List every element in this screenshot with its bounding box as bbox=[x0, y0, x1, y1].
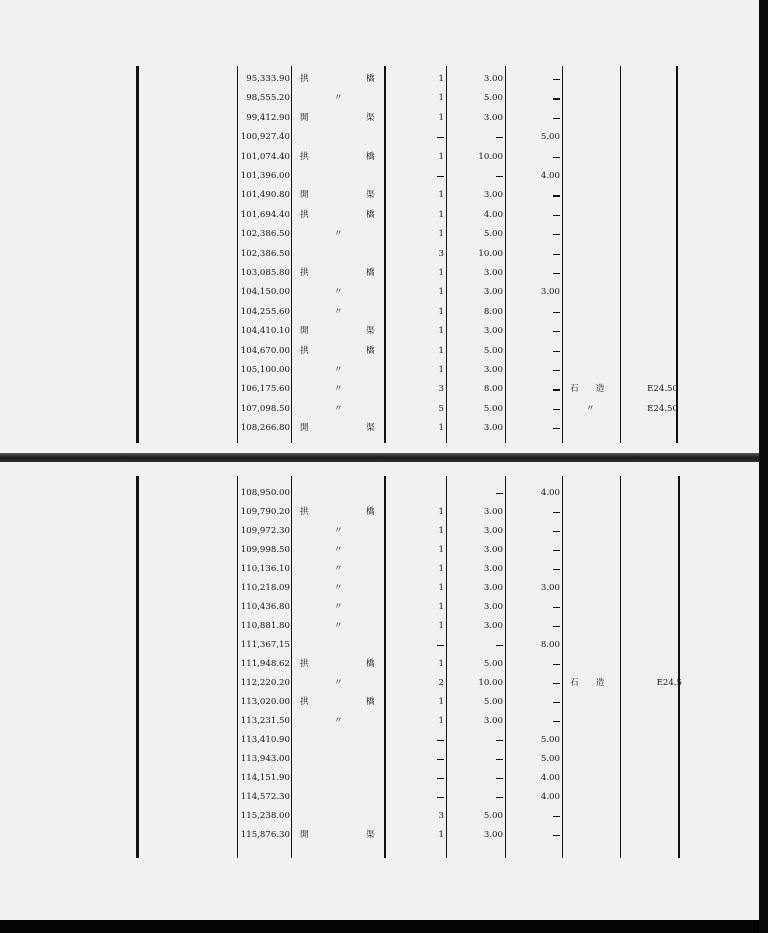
structure-kind-cell: 渠 bbox=[366, 830, 375, 840]
span-cell-dash bbox=[496, 740, 503, 741]
distance-cell: 114,572.30 bbox=[240, 792, 290, 802]
structure-type-cell: 開 bbox=[300, 326, 309, 337]
material-cell: 〃 bbox=[586, 403, 595, 414]
structure-kind-cell: 〃 bbox=[334, 602, 343, 612]
span-cell: 5.00 bbox=[483, 403, 503, 414]
count-cell: 1 bbox=[438, 716, 444, 726]
structure-type-cell: 拱 bbox=[300, 507, 309, 517]
opening-cell-dash bbox=[553, 370, 560, 371]
distance-cell: 101,490.80 bbox=[240, 190, 290, 201]
elevation-cell: E24.50 bbox=[647, 384, 678, 395]
span-cell-dash bbox=[496, 759, 503, 760]
structure-type-cell: 拱 bbox=[300, 659, 309, 669]
structure-type-cell: 開 bbox=[300, 112, 309, 123]
count-cell-dash bbox=[437, 740, 444, 741]
opening-cell: 5.00 bbox=[540, 735, 560, 745]
opening-cell: 3.00 bbox=[540, 583, 560, 593]
count-cell-dash bbox=[437, 797, 444, 798]
span-cell-dash bbox=[496, 645, 503, 646]
structure-kind-cell: 〃 bbox=[334, 716, 343, 726]
count-cell: 1 bbox=[438, 507, 444, 517]
distance-cell: 115,238.00 bbox=[240, 811, 290, 821]
distance-cell: 115,876.30 bbox=[240, 830, 290, 840]
count-cell: 1 bbox=[438, 229, 444, 240]
opening-cell-dash bbox=[553, 118, 560, 119]
distance-cell: 114,151.90 bbox=[240, 773, 290, 783]
count-cell-dash bbox=[437, 759, 444, 760]
structure-kind-cell: 〃 bbox=[334, 526, 343, 536]
structure-type-cell: 開 bbox=[300, 830, 309, 840]
span-cell: 5.00 bbox=[483, 229, 503, 240]
span-cell: 5.00 bbox=[483, 93, 503, 104]
opening-cell-dash bbox=[553, 215, 560, 216]
span-cell: 8.00 bbox=[483, 384, 503, 395]
count-cell: 1 bbox=[438, 583, 444, 593]
distance-cell: 111,367,15 bbox=[240, 640, 290, 650]
structure-kind-cell: 〃 bbox=[334, 229, 343, 240]
span-cell: 5.00 bbox=[483, 659, 503, 669]
structure-kind-cell: 橋 bbox=[366, 151, 375, 162]
material-cell: 石 造 bbox=[570, 384, 605, 395]
count-cell: 1 bbox=[438, 190, 444, 201]
structure-type-cell: 拱 bbox=[300, 209, 309, 220]
table-rule bbox=[678, 476, 680, 858]
table-rule bbox=[446, 66, 447, 443]
count-cell: 1 bbox=[438, 74, 444, 84]
structure-kind-cell: 〃 bbox=[334, 564, 343, 574]
table-rule bbox=[562, 476, 563, 858]
span-cell: 10.00 bbox=[478, 678, 503, 688]
opening-cell-dash bbox=[553, 428, 560, 429]
table-rule bbox=[384, 66, 386, 443]
distance-cell: 113,410.90 bbox=[240, 735, 290, 745]
count-cell: 1 bbox=[438, 365, 444, 375]
opening-cell-dash bbox=[553, 702, 560, 703]
span-cell: 3.00 bbox=[483, 190, 503, 201]
opening-cell-dash bbox=[553, 683, 560, 684]
bottom-ledger-page bbox=[0, 462, 768, 920]
opening-cell-dash bbox=[553, 409, 560, 410]
table-rule bbox=[505, 476, 506, 858]
distance-cell: 98,555.20 bbox=[246, 93, 290, 104]
structure-kind-cell: 〃 bbox=[334, 365, 343, 375]
opening-cell-dash bbox=[553, 721, 560, 722]
distance-cell: 101,396.00 bbox=[240, 171, 290, 181]
structure-kind-cell: 橋 bbox=[366, 345, 375, 356]
elevation-cell: E24.50 bbox=[647, 403, 678, 414]
count-cell: 2 bbox=[438, 678, 444, 688]
span-cell: 3.00 bbox=[483, 621, 503, 631]
span-cell: 5.00 bbox=[483, 811, 503, 821]
distance-cell: 104,410.10 bbox=[240, 326, 290, 337]
structure-type-cell: 拱 bbox=[300, 268, 309, 278]
opening-cell-dash bbox=[553, 626, 560, 627]
span-cell: 3.00 bbox=[483, 564, 503, 574]
scan-border bbox=[759, 0, 768, 933]
span-cell: 3.00 bbox=[483, 545, 503, 555]
distance-cell: 107,098.50 bbox=[240, 403, 290, 414]
span-cell: 5.00 bbox=[483, 345, 503, 356]
distance-cell: 113,231.50 bbox=[240, 716, 290, 726]
table-rule bbox=[291, 476, 292, 858]
opening-cell-dash bbox=[553, 79, 560, 80]
structure-type-cell: 開 bbox=[300, 423, 309, 434]
span-cell-dash bbox=[496, 493, 503, 494]
count-cell: 1 bbox=[438, 659, 444, 669]
span-cell: 10.00 bbox=[478, 151, 503, 162]
opening-cell: 3.00 bbox=[540, 287, 560, 298]
count-cell: 1 bbox=[438, 306, 444, 317]
span-cell-dash bbox=[496, 176, 503, 177]
opening-cell-dash bbox=[553, 157, 560, 158]
span-cell: 3.00 bbox=[483, 526, 503, 536]
distance-cell: 108,950.00 bbox=[240, 488, 290, 498]
distance-cell: 109,998.50 bbox=[240, 545, 290, 555]
structure-kind-cell: 〃 bbox=[334, 545, 343, 555]
opening-cell-dash bbox=[553, 835, 560, 836]
distance-cell: 103,085.80 bbox=[240, 268, 290, 278]
table-rule bbox=[620, 476, 621, 858]
distance-cell: 99,412.90 bbox=[246, 112, 290, 123]
structure-kind-cell: 橋 bbox=[366, 209, 375, 220]
structure-kind-cell: 橋 bbox=[366, 659, 375, 669]
structure-kind-cell: 〃 bbox=[334, 384, 343, 395]
table-rule bbox=[620, 66, 621, 443]
opening-cell-dash bbox=[553, 816, 560, 817]
span-cell: 3.00 bbox=[483, 716, 503, 726]
structure-kind-cell: 橋 bbox=[366, 268, 375, 278]
structure-type-cell: 拱 bbox=[300, 345, 309, 356]
count-cell: 1 bbox=[438, 93, 444, 104]
distance-cell: 110,136.10 bbox=[240, 564, 290, 574]
table-rule bbox=[562, 66, 563, 443]
distance-cell: 113,943.00 bbox=[240, 754, 290, 764]
span-cell-dash bbox=[496, 797, 503, 798]
structure-type-cell: 拱 bbox=[300, 697, 309, 707]
table-rule bbox=[136, 66, 139, 443]
opening-cell-dash bbox=[553, 98, 560, 99]
structure-kind-cell: 〃 bbox=[334, 621, 343, 631]
count-cell: 1 bbox=[438, 697, 444, 707]
opening-cell-dash bbox=[553, 254, 560, 255]
span-cell: 3.00 bbox=[483, 830, 503, 840]
distance-cell: 101,074.40 bbox=[240, 151, 290, 162]
elevation-cell: E24.5 bbox=[656, 678, 682, 688]
count-cell: 1 bbox=[438, 112, 444, 123]
distance-cell: 110,436.80 bbox=[240, 602, 290, 612]
distance-cell: 101,694.40 bbox=[240, 209, 290, 220]
distance-cell: 95,333.90 bbox=[246, 74, 290, 84]
distance-cell: 104,255.60 bbox=[240, 306, 290, 317]
count-cell: 5 bbox=[438, 403, 444, 414]
structure-kind-cell: 〃 bbox=[334, 93, 343, 104]
opening-cell: 4.00 bbox=[540, 488, 560, 498]
count-cell: 1 bbox=[438, 423, 444, 434]
structure-kind-cell: 〃 bbox=[334, 287, 343, 298]
opening-cell: 4.00 bbox=[540, 773, 560, 783]
structure-kind-cell: 渠 bbox=[366, 112, 375, 123]
distance-cell: 102,386.50 bbox=[240, 229, 290, 240]
count-cell: 3 bbox=[438, 384, 444, 395]
count-cell: 1 bbox=[438, 268, 444, 278]
span-cell-dash bbox=[496, 778, 503, 779]
structure-kind-cell: 〃 bbox=[334, 583, 343, 593]
opening-cell-dash bbox=[553, 331, 560, 332]
count-cell: 1 bbox=[438, 830, 444, 840]
opening-cell-dash bbox=[553, 607, 560, 608]
opening-cell-dash bbox=[553, 569, 560, 570]
count-cell: 1 bbox=[438, 545, 444, 555]
opening-cell-dash bbox=[553, 273, 560, 274]
span-cell: 3.00 bbox=[483, 268, 503, 278]
material-cell: 石 造 bbox=[570, 678, 605, 688]
distance-cell: 113,020.00 bbox=[240, 697, 290, 707]
span-cell: 3.00 bbox=[483, 602, 503, 612]
count-cell: 1 bbox=[438, 151, 444, 162]
opening-cell-dash bbox=[553, 664, 560, 665]
distance-cell: 110,218.09 bbox=[240, 583, 290, 593]
span-cell: 4.00 bbox=[483, 209, 503, 220]
count-cell-dash bbox=[437, 645, 444, 646]
structure-kind-cell: 〃 bbox=[334, 678, 343, 688]
structure-kind-cell: 〃 bbox=[334, 306, 343, 317]
distance-cell: 112,220.20 bbox=[240, 678, 290, 688]
distance-cell: 109,972.30 bbox=[240, 526, 290, 536]
structure-type-cell: 拱 bbox=[300, 74, 309, 84]
opening-cell-dash bbox=[553, 351, 560, 352]
opening-cell-dash bbox=[553, 550, 560, 551]
distance-cell: 108,266.80 bbox=[240, 423, 290, 434]
structure-type-cell: 開 bbox=[300, 190, 309, 201]
opening-cell-dash bbox=[553, 312, 560, 313]
distance-cell: 104,150.00 bbox=[240, 287, 290, 298]
span-cell: 10.00 bbox=[478, 248, 503, 259]
opening-cell: 4.00 bbox=[540, 792, 560, 802]
opening-cell: 8.00 bbox=[540, 640, 560, 650]
distance-cell: 109,790.20 bbox=[240, 507, 290, 517]
count-cell: 1 bbox=[438, 602, 444, 612]
span-cell: 3.00 bbox=[483, 112, 503, 123]
opening-cell-dash bbox=[553, 234, 560, 235]
structure-type-cell: 拱 bbox=[300, 151, 309, 162]
count-cell: 1 bbox=[438, 564, 444, 574]
count-cell-dash bbox=[437, 176, 444, 177]
distance-cell: 104,670.00 bbox=[240, 345, 290, 356]
opening-cell: 4.00 bbox=[540, 171, 560, 181]
table-rule bbox=[291, 66, 292, 443]
table-rule bbox=[505, 66, 506, 443]
structure-kind-cell: 渠 bbox=[366, 326, 375, 337]
structure-kind-cell: 橋 bbox=[366, 697, 375, 707]
structure-kind-cell: 橋 bbox=[366, 74, 375, 84]
count-cell: 1 bbox=[438, 526, 444, 536]
span-cell-dash bbox=[496, 137, 503, 138]
opening-cell: 5.00 bbox=[540, 754, 560, 764]
distance-cell: 105,100.00 bbox=[240, 365, 290, 375]
count-cell: 1 bbox=[438, 209, 444, 220]
span-cell: 3.00 bbox=[483, 287, 503, 298]
structure-kind-cell: 渠 bbox=[366, 423, 375, 434]
opening-cell-dash bbox=[553, 531, 560, 532]
structure-kind-cell: 〃 bbox=[334, 403, 343, 414]
span-cell: 3.00 bbox=[483, 74, 503, 84]
count-cell: 3 bbox=[438, 248, 444, 259]
distance-cell: 100,927.40 bbox=[240, 132, 290, 143]
opening-cell-dash bbox=[553, 195, 560, 196]
count-cell: 1 bbox=[438, 621, 444, 631]
span-cell: 3.00 bbox=[483, 326, 503, 337]
distance-cell: 106,175.60 bbox=[240, 384, 290, 395]
structure-kind-cell: 渠 bbox=[366, 190, 375, 201]
table-rule bbox=[446, 476, 447, 858]
structure-kind-cell: 橋 bbox=[366, 507, 375, 517]
count-cell: 1 bbox=[438, 326, 444, 337]
span-cell: 5.00 bbox=[483, 697, 503, 707]
distance-cell: 110,881.80 bbox=[240, 621, 290, 631]
opening-cell-dash bbox=[553, 389, 560, 390]
opening-cell-dash bbox=[553, 512, 560, 513]
table-rule bbox=[136, 476, 139, 858]
scan-border bbox=[0, 920, 768, 933]
count-cell: 1 bbox=[438, 287, 444, 298]
span-cell: 8.00 bbox=[483, 306, 503, 317]
span-cell: 3.00 bbox=[483, 365, 503, 375]
span-cell: 3.00 bbox=[483, 583, 503, 593]
top-ledger-page bbox=[0, 0, 768, 455]
count-cell: 1 bbox=[438, 345, 444, 356]
span-cell: 3.00 bbox=[483, 507, 503, 517]
count-cell-dash bbox=[437, 778, 444, 779]
distance-cell: 102,386.50 bbox=[240, 248, 290, 259]
distance-cell: 111,948.62 bbox=[240, 659, 290, 669]
count-cell-dash bbox=[437, 137, 444, 138]
span-cell: 3.00 bbox=[483, 423, 503, 434]
opening-cell: 5.00 bbox=[540, 132, 560, 143]
count-cell: 3 bbox=[438, 811, 444, 821]
table-rule bbox=[384, 476, 386, 858]
